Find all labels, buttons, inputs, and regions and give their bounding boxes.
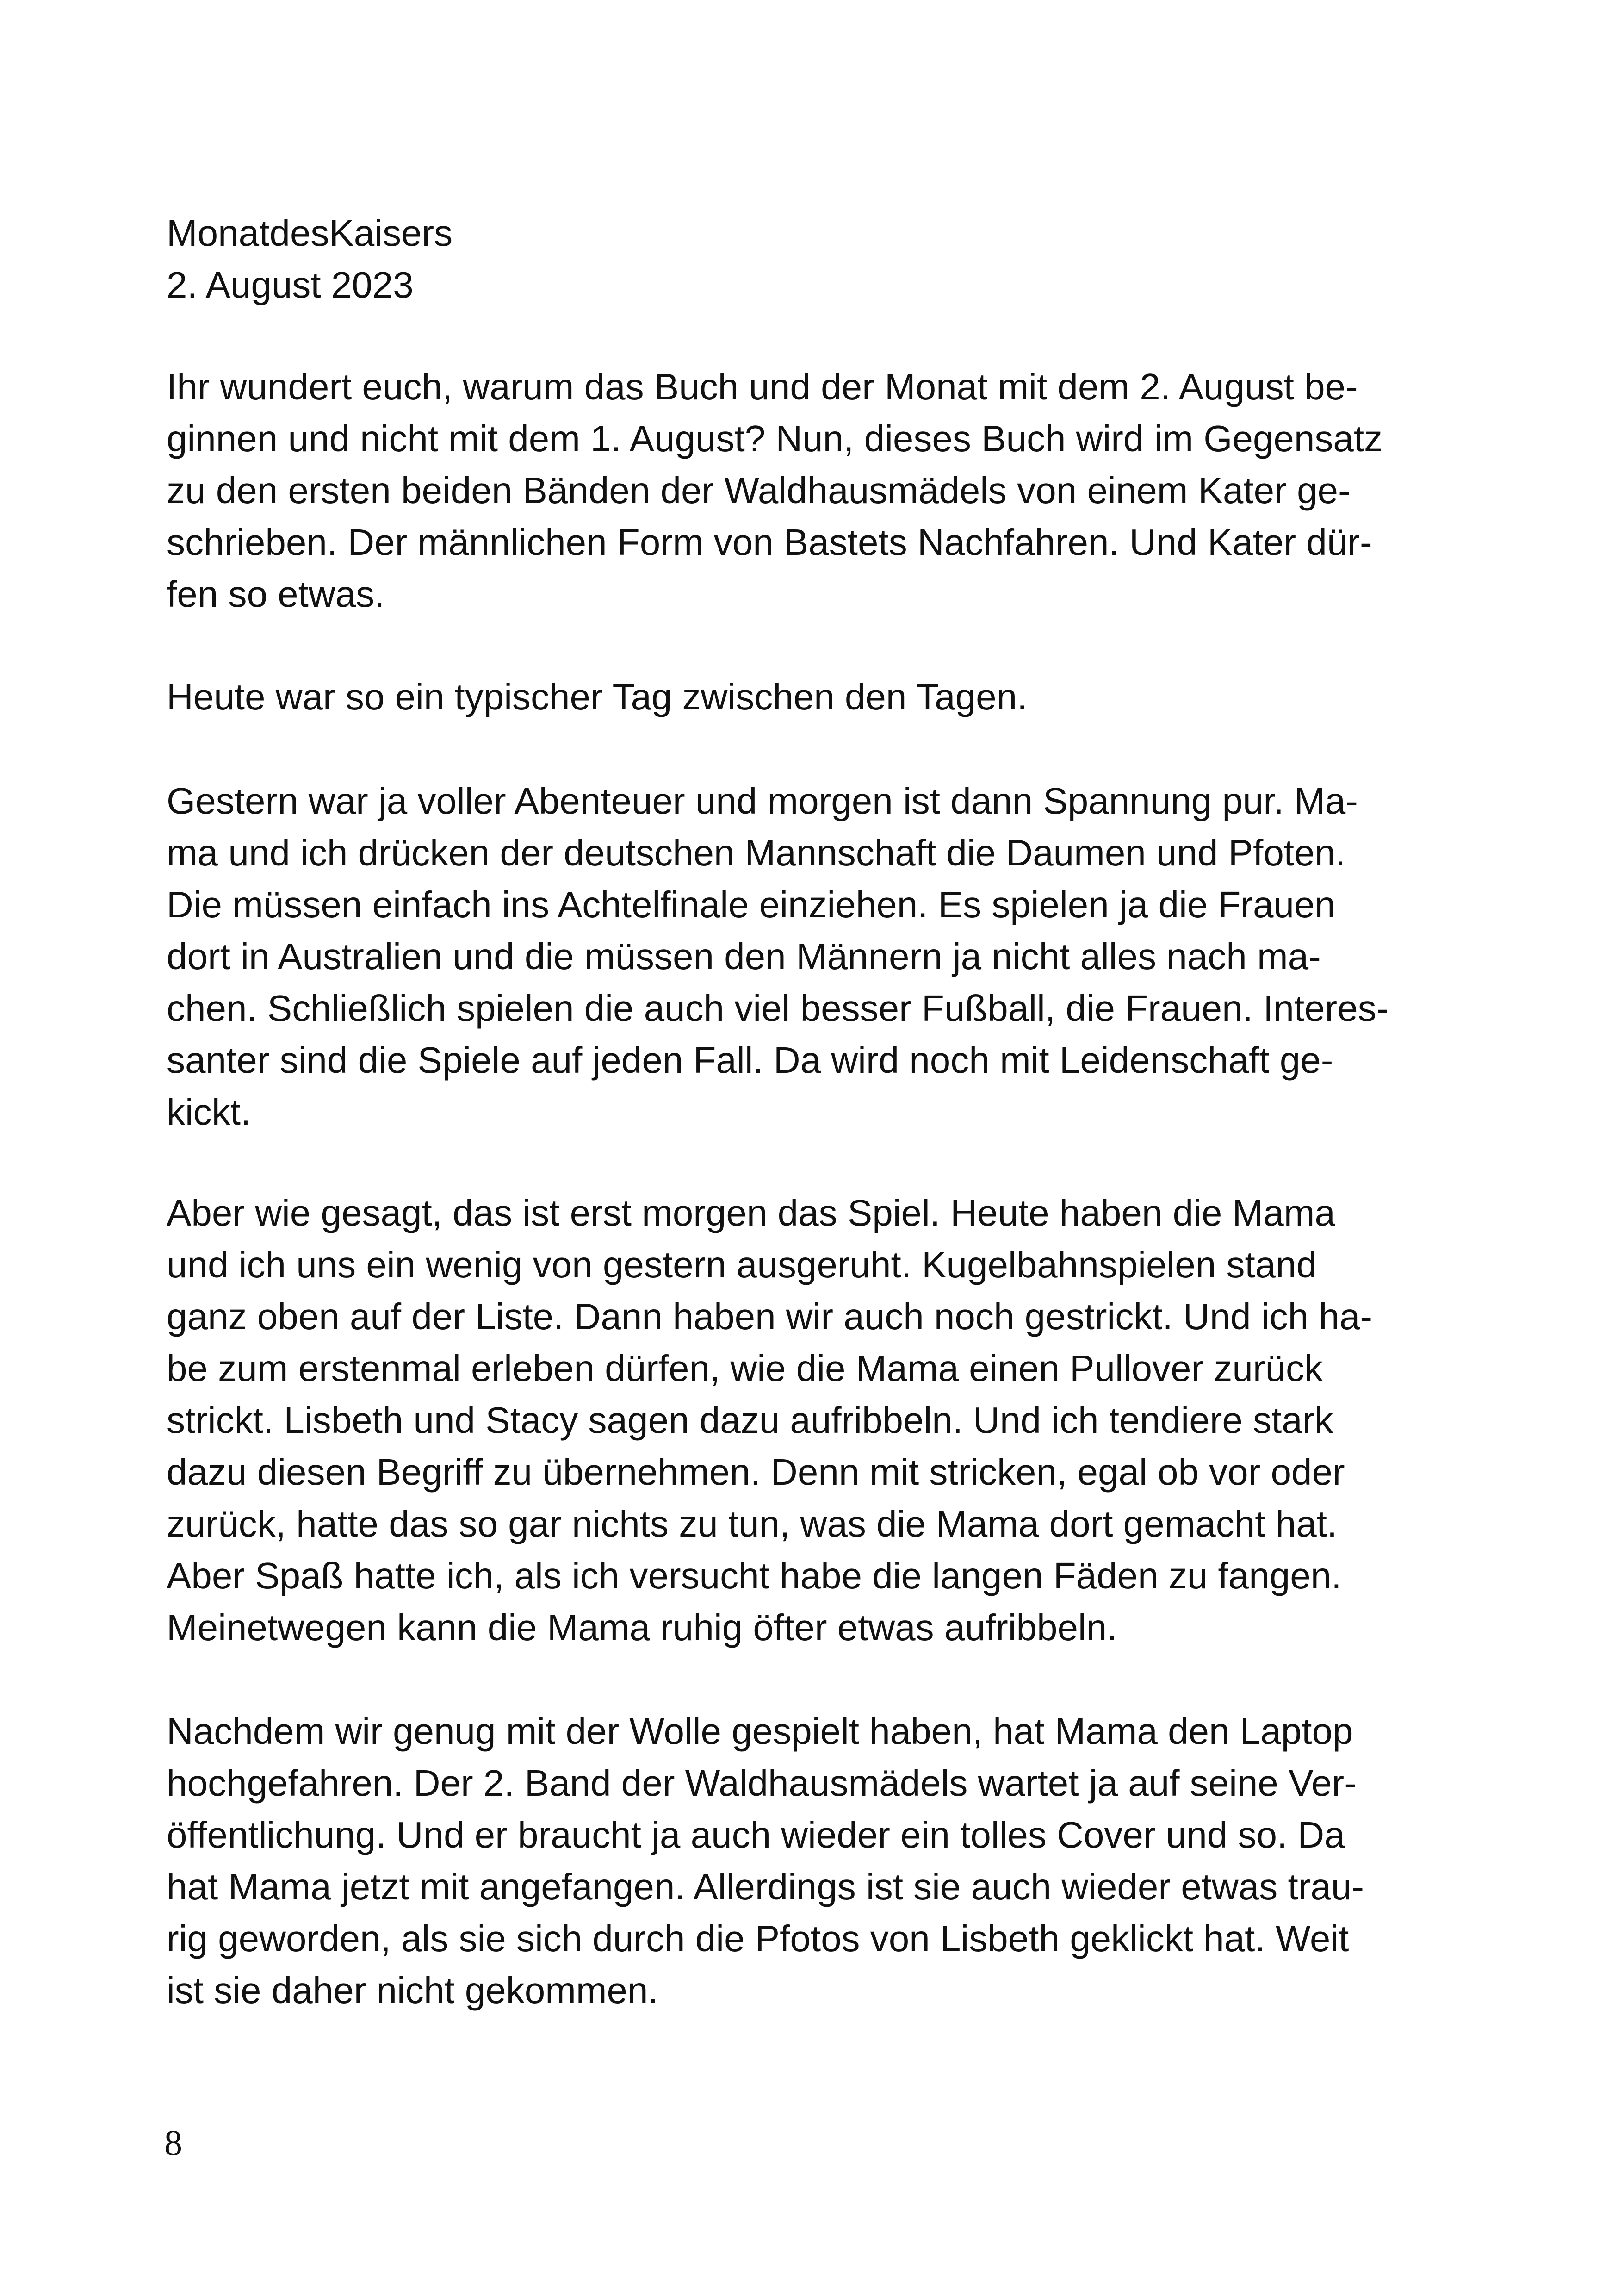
text-line: Die müssen einfach ins Achtelfinale einziehen. Es spielen ja die Frauen — [167, 884, 1335, 925]
text-line: öffentlichung. Und er braucht ja auch wieder ein tolles Cover und so. Da — [167, 1814, 1345, 1855]
chapter-date: 2. August 2023 — [167, 264, 414, 305]
paragraph-3 — [167, 775, 1462, 1138]
paragraph-1 — [167, 361, 1462, 620]
text-line: strickt. Lisbeth und Stacy sagen dazu aufribbeln. Und ich tendiere stark — [167, 1400, 1333, 1441]
text-line: chen. Schließlich spielen die auch viel besser Fußball, die Frauen. Interes- — [167, 988, 1389, 1029]
text-line: dort in Australien und die müssen den Männern ja nicht alles nach ma- — [167, 936, 1321, 977]
paragraph-4 — [167, 1187, 1462, 1654]
text-line: hat Mama jetzt mit angefangen. Allerdings ist sie auch wieder etwas trau- — [167, 1866, 1364, 1907]
text-line: und ich uns ein wenig von gestern ausgeruht. Kugelbahnspielen stand — [167, 1244, 1317, 1285]
text-line: Gestern war ja voller Abenteuer und morgen ist dann Spannung pur. Ma- — [167, 780, 1358, 821]
text-line: rig geworden, als sie sich durch die Pfotos von Lisbeth geklickt hat. Weit — [167, 1918, 1349, 1959]
text-line: ginnen und nicht mit dem 1. August? Nun, dieses Buch wird im Gegensatz — [167, 418, 1383, 459]
chapter-header — [167, 207, 1462, 311]
text-line: zurück, hatte das so gar nichts zu tun, was die Mama dort gemacht hat. — [167, 1503, 1338, 1544]
text-line: Nachdem wir genug mit der Wolle gespielt haben, hat Mama den Laptop — [167, 1711, 1353, 1752]
page-number: 8 — [164, 2122, 182, 2163]
paragraph-2 — [167, 671, 1462, 723]
text-line: fen so etwas. — [167, 573, 385, 615]
text-line: dazu diesen Begriff zu übernehmen. Denn mit stricken, egal ob vor oder — [167, 1451, 1345, 1493]
text-line: hochgefahren. Der 2. Band der Waldhausmädels wartet ja auf seine Ver- — [167, 1762, 1357, 1804]
text-line: schrieben. Der männlichen Form von Bastets Nachfahren. Und Kater dür- — [167, 522, 1372, 563]
text-line: kickt. — [167, 1091, 251, 1132]
text-line: zu den ersten beiden Bänden der Waldhausmädels von einem Kater ge- — [167, 470, 1351, 511]
text-line: Aber Spaß hatte ich, als ich versucht habe die langen Fäden zu fangen. — [167, 1555, 1342, 1596]
chapter-title: MonatdesKaisers — [167, 212, 453, 254]
text-line: be zum erstenmal erleben dürfen, wie die Mama einen Pullover zurück — [167, 1348, 1323, 1389]
text-line: ganz oben auf der Liste. Dann haben wir auch noch gestrickt. Und ich ha- — [167, 1296, 1373, 1337]
text-line: ma und ich drücken der deutschen Mannschaft die Daumen und Pfoten. — [167, 832, 1346, 873]
text-line: santer sind die Spiele auf jeden Fall. Da wird noch mit Leidenschaft ge- — [167, 1039, 1333, 1081]
text-line: Ihr wundert euch, warum das Buch und der Monat mit dem 2. August be- — [167, 366, 1358, 407]
text-line: ist sie daher nicht gekommen. — [167, 1970, 658, 2011]
paragraph-5 — [167, 1705, 1462, 2016]
text-line: Aber wie gesagt, das ist erst morgen das Spiel. Heute haben die Mama — [167, 1192, 1335, 1233]
text-line: Meinetwegen kann die Mama ruhig öfter etwas aufribbeln. — [167, 1607, 1117, 1648]
text-line: Heute war so ein typischer Tag zwischen den Tagen. — [167, 676, 1028, 717]
